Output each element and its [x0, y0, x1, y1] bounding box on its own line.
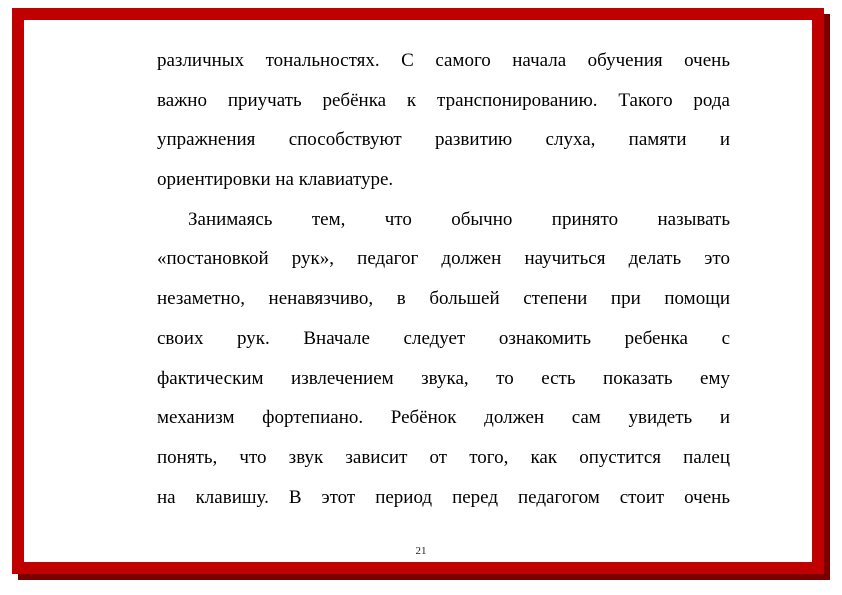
text-line: на клавишу. В этот период перед педагогом стоит очень	[157, 486, 730, 508]
text-line: важно приучать ребёнка к транспонированию. Такого рода	[157, 89, 730, 111]
page-number: 21	[415, 545, 427, 557]
text-line: упражнения способствуют развитию слуха, памяти и	[157, 129, 730, 151]
text-line: фактическим извлечением звука, то есть показать ему	[157, 367, 730, 389]
text-line: «постановкой рук», педагог должен научиться делать это	[157, 248, 730, 270]
text-line: понять, что звук зависит от того, как опустится палец	[157, 446, 730, 468]
text-line: различных тональностях. С самого начала обучения очень	[157, 50, 730, 71]
text-line: своих рук. Вначале следует ознакомить ребенка с	[157, 327, 730, 349]
text-line: незаметно, ненавязчиво, в большей степени при помощи	[157, 288, 730, 310]
text-line: Занимаясь тем, что обычно принято называть	[188, 208, 730, 230]
text-line: ориентировки на клавиатуре.	[157, 169, 394, 191]
text-line: механизм фортепиано. Ребёнок должен сам увидеть и	[157, 407, 730, 429]
body-text	[157, 41, 730, 517]
